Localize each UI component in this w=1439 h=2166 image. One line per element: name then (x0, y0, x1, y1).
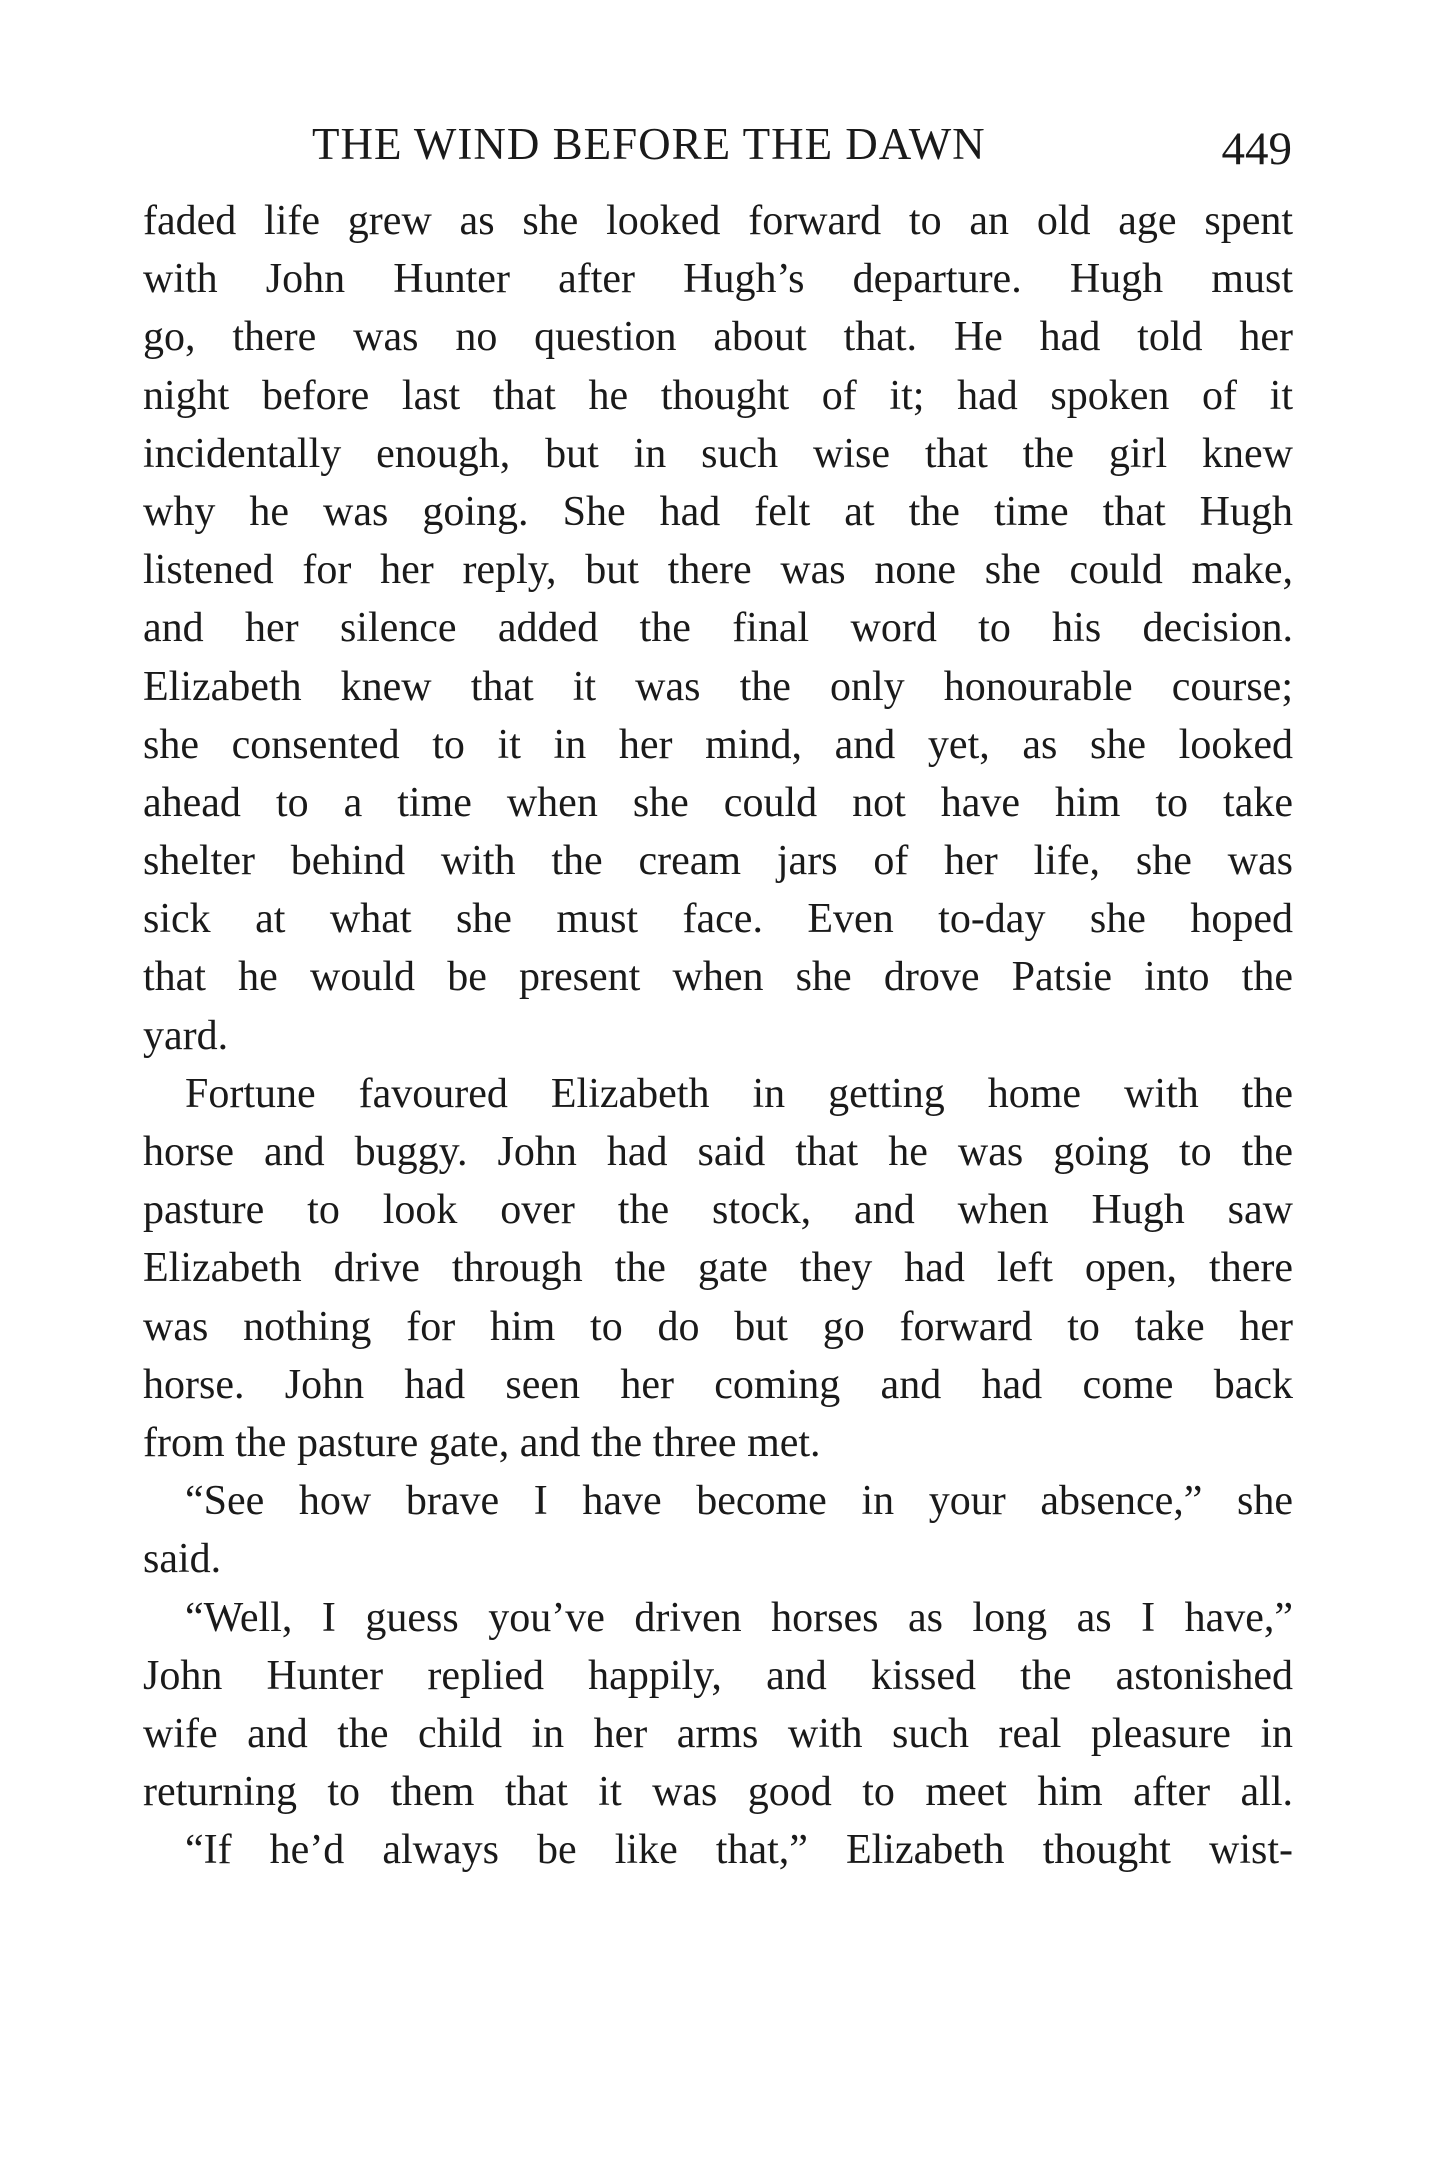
text-line: listened for her reply, but there was none she could make, (143, 547, 1293, 594)
body-text (143, 192, 1293, 1879)
text-line: why he was going. She had felt at the time that Hugh (143, 488, 1293, 535)
text-line: go, there was no question about that. He had told her (143, 314, 1293, 361)
page-number: 449 (1221, 123, 1292, 175)
text-line: shelter behind with the cream jars of her life, she was (143, 838, 1293, 885)
text-line: faded life grew as she looked forward to an old age spent (143, 198, 1293, 244)
text-line: “See how brave I have become in your absence,” she (185, 1478, 1293, 1525)
running-title: THE WIND BEFORE THE DAWN (312, 119, 986, 169)
text-line: sick at what she must face. Even to-day she hoped (143, 896, 1293, 943)
text-line: Elizabeth knew that it was the only honourable course; (143, 663, 1293, 710)
text-line: said. (143, 1536, 222, 1583)
text-line: returning to them that it was good to meet him after all. (143, 1769, 1293, 1816)
text-line: that he would be present when she drove Patsie into the (143, 954, 1293, 1001)
text-line: pasture to look over the stock, and when Hugh saw (143, 1187, 1293, 1234)
text-line: with John Hunter after Hugh’s departure. Hugh must (143, 256, 1293, 303)
text-line: she consented to it in her mind, and yet, as she looked (143, 721, 1293, 768)
text-line: and her silence added the final word to his decision. (143, 605, 1293, 652)
text-line: night before last that he thought of it; had spoken of it (143, 372, 1293, 419)
text-line: yard. (143, 1012, 229, 1059)
text-line: Fortune favoured Elizabeth in getting home with the (185, 1070, 1293, 1117)
text-line: from the pasture gate, and the three met. (143, 1419, 821, 1466)
text-line: John Hunter replied happily, and kissed the astonished (143, 1652, 1293, 1699)
text-line: was nothing for him to do but go forward to take her (143, 1303, 1293, 1350)
text-line: Elizabeth drive through the gate they had left open, there (143, 1245, 1293, 1292)
text-line: wife and the child in her arms with such real pleasure in (143, 1710, 1293, 1757)
text-line: “Well, I guess you’ve driven horses as long as I have,” (185, 1594, 1293, 1641)
running-head (312, 118, 1292, 178)
text-line: ahead to a time when she could not have him to take (143, 779, 1293, 826)
text-line: “If he’d always be like that,” Elizabeth thought wist- (185, 1827, 1293, 1874)
text-line: horse. John had seen her coming and had come back (143, 1361, 1293, 1408)
text-line: horse and buggy. John had said that he was going to the (143, 1129, 1293, 1175)
text-line: incidentally enough, but in such wise that the girl knew (143, 430, 1293, 477)
